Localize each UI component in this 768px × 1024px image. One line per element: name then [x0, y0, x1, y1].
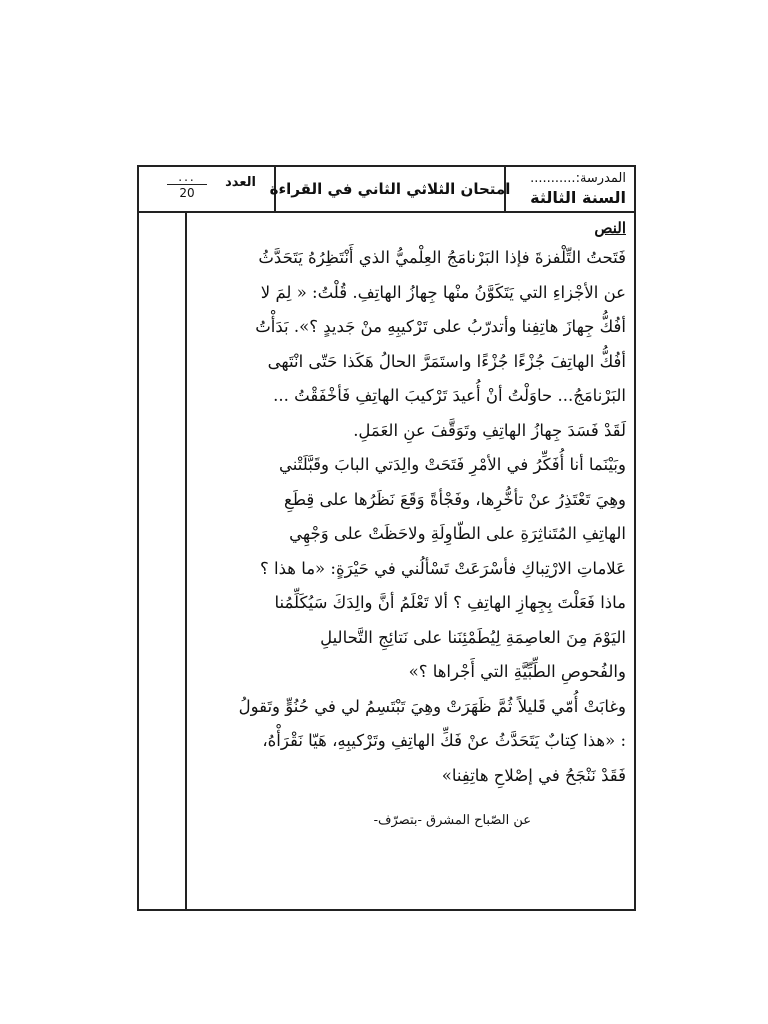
grade-fraction — [167, 171, 207, 200]
level-label: السنة الثالثة — [530, 188, 626, 207]
grade-total: 20 — [179, 186, 195, 200]
text-line: فَقَدْ نَنْجَحُ في إصْلاحِ هاتِفِنا» — [441, 765, 626, 785]
text-line: لَقَدْ فَسَدَ جِهازُ الهاتِفِ وتَوَقَّفَ عنِ العَمَلِ. — [353, 420, 626, 440]
margin-line — [185, 213, 187, 909]
school-line — [506, 171, 626, 186]
text-line: فَتَحتُ التِّلْفزةَ فإذا البَرْنامَجُ العِلْميُّ الذي أَنْتَظِرُهُ يَتَحَدَّثُ — [258, 248, 626, 267]
text-line: الهاتِفِ المُتَناثِرَةِ على الطّاوِلَةِ ولاحَظَتْ على وَجْهِي — [289, 524, 626, 543]
fraction-bar — [167, 184, 207, 185]
text-line: وهِيَ تَعْتَذِرُ عنْ تأخُّرِها، وفَجْأةً وَقَعَ نَظَرُها على قِطَعِ — [284, 489, 626, 509]
grade-cell — [139, 167, 276, 211]
grade-label: العدد — [225, 175, 256, 190]
text-line: أفُكُّ جِهازَ هاتِفِنا وأتدرّبُ على تَرْكيبِهِ منْ جَديدٍ ؟». بَدَأْتُ — [255, 317, 626, 336]
title-cell — [269, 167, 511, 211]
grade-score-blank: ... — [178, 170, 196, 184]
exam-title: امتحان الثلاثي الثاني في القراءة — [269, 180, 511, 198]
reading-text — [189, 219, 626, 828]
text-line: وغابَتْ أُمّي قَليلاً ثُمَّ ظَهَرَتْ وهِيَ تَبْتَسِمُ لي في حُنُوٍّ وتَقولُ — [238, 696, 626, 716]
text-line: أفُكُّ الهاتِفَ جُزْءًا جُزْءًا واستَمَرَّ الحالُ هَكَذا حَتّى انْتَهى — [267, 351, 626, 371]
paragraph-1 — [189, 241, 626, 448]
text-line: وبَيْنَما أنا أُفَكِّرُ في الأمْرِ فَتَحَتْ والِدَتي البابَ وقَبَّلَتْني — [279, 455, 626, 474]
text-line: البَرْنامَجُ... حاوَلْتُ أنْ أُعيدَ تَرْكيبَ الهاتِفِ فَأخْفَقْتُ ... — [273, 386, 626, 405]
text-line: اليَوْمَ مِنَ العاصِمَةِ لِيُطَمْئِنَنا على نَتائِجِ التَّحاليلِ — [320, 627, 626, 647]
source-citation: عن الصّباح المشرق -بتصرّف- — [373, 813, 531, 828]
text-line: عن الأجْزاءِ التي يَتَكَوَّنُ منْها جِهازُ الهاتِفِ. قُلْتُ: « لِمَ لا — [260, 282, 626, 302]
school-dots: ........... — [530, 171, 576, 186]
exam-header — [139, 167, 634, 213]
paragraph-2 — [189, 448, 626, 690]
text-line: عَلاماتِ الارْتِباكِ فأسْرَعَتْ تَسْألُني في حَيْرَةٍ: «ما هذا ؟ — [260, 558, 626, 578]
paragraph-3 — [189, 690, 626, 794]
text-heading: النص — [594, 219, 626, 237]
school-cell — [506, 167, 634, 211]
exam-sheet — [137, 165, 636, 911]
text-line: والفُحوصِ الطِّبِّيَّةِ التي أَجْراها ؟» — [408, 662, 626, 681]
text-line: : «هذا كِتابٌ يَتَحَدَّثُ عنْ فَكِّ الهاتِفِ وتَرْكيبِهِ، هَيّا نَقْرَأْهُ، — [262, 731, 626, 750]
school-label: المدرسة: — [575, 171, 626, 186]
text-line: ماذا فَعَلْتَ بِجِهازِ الهاتِفِ ؟ ألا تَعْلَمُ أنَّ والِدَكَ سَيُكَلِّمُنا — [274, 593, 626, 612]
